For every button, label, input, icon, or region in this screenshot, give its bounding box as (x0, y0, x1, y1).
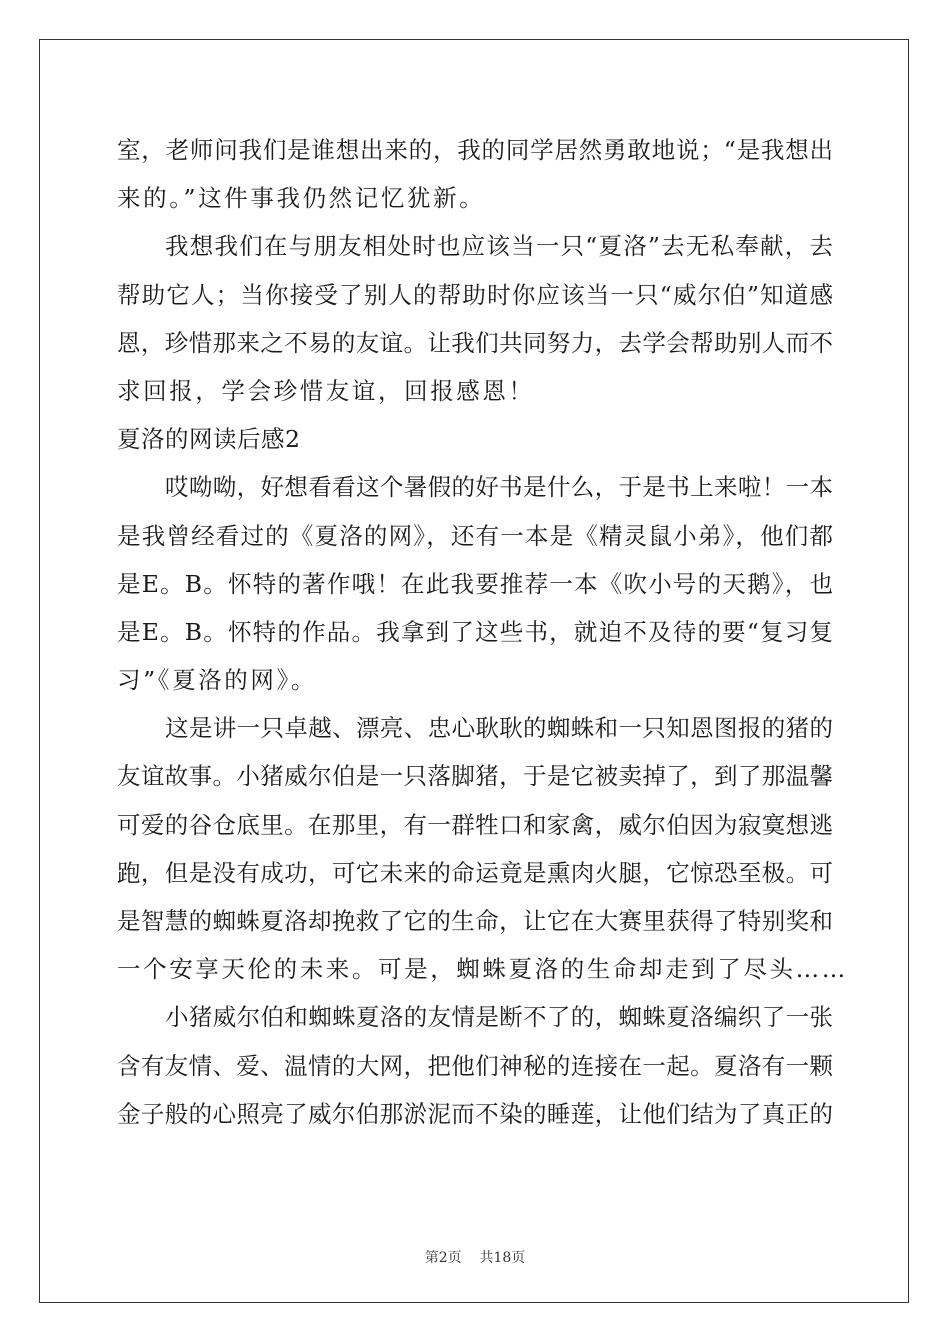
text-line: 恩，珍惜那来之不易的友谊。让我们共同努力，去学会帮助别人而不 (117, 328, 833, 357)
text-line: 这是讲一只卓越、漂亮、忠心耿耿的蜘蛛和一只知恩图报的猪的 (165, 714, 833, 743)
text-line: 含有友情、爱、温情的大网，把他们神秘的连接在一起。夏洛有一颗 (117, 1051, 833, 1080)
document-body (117, 126, 848, 1138)
text-line: 可爱的谷仓底里。在那里，有一群牲口和家禽，威尔伯因为寂寞想逃 (117, 810, 833, 839)
text-line: 是E。B。怀特的作品。我拿到了这些书，就迫不及待的要“复习复 (117, 617, 833, 646)
page-number-footer: 第2页 共18页 (424, 1250, 526, 1266)
text-line: 求回报，学会珍惜友谊，回报感恩！ (117, 376, 535, 405)
text-line: 习”《夏洛的网》。 (117, 666, 317, 695)
text-line: 来的。”这件事我仍然记忆犹新。 (117, 184, 486, 213)
text-line: 友谊故事。小猪威尔伯是一只落脚猪，于是它被卖掉了，到了那温馨 (117, 762, 833, 791)
text-line: 帮助它人；当你接受了别人的帮助时你应该当一只“威尔伯”知道感 (117, 280, 833, 309)
text-line: 一个安享天伦的未来。可是，蜘蛛夏洛的生命却走到了尽头…… (117, 955, 848, 984)
text-line: 小猪威尔伯和蜘蛛夏洛的友情是断不了的，蜘蛛夏洛编织了一张 (165, 1003, 833, 1032)
text-line: 是E。B。怀特的著作哦！在此我要推荐一本《吹小号的天鹅》，也 (117, 569, 833, 598)
text-line: 室，老师问我们是谁想出来的，我的同学居然勇敢地说；“是我想出 (117, 136, 833, 164)
text-line: 哎呦呦，好想看看这个暑假的好书是什么，于是书上来啦！一本 (165, 473, 833, 502)
text-line: 是我曾经看过的《夏洛的网》，还有一本是《精灵鼠小弟》，他们都 (117, 521, 833, 550)
text-line: 跑，但是没有成功，可它未来的命运竟是熏肉火腿，它惊恐至极。可 (117, 858, 833, 887)
text-line: 是智慧的蜘蛛夏洛却挽救了它的生命，让它在大赛里获得了特别奖和 (117, 907, 833, 935)
text-line: 我想我们在与朋友相处时也应该当一只“夏洛”去无私奉献，去 (165, 232, 833, 261)
section-heading: 夏洛的网读后感2 (117, 425, 301, 454)
text-line: 金子般的心照亮了威尔伯那淤泥而不染的睡莲，让他们结为了真正的 (117, 1099, 833, 1128)
